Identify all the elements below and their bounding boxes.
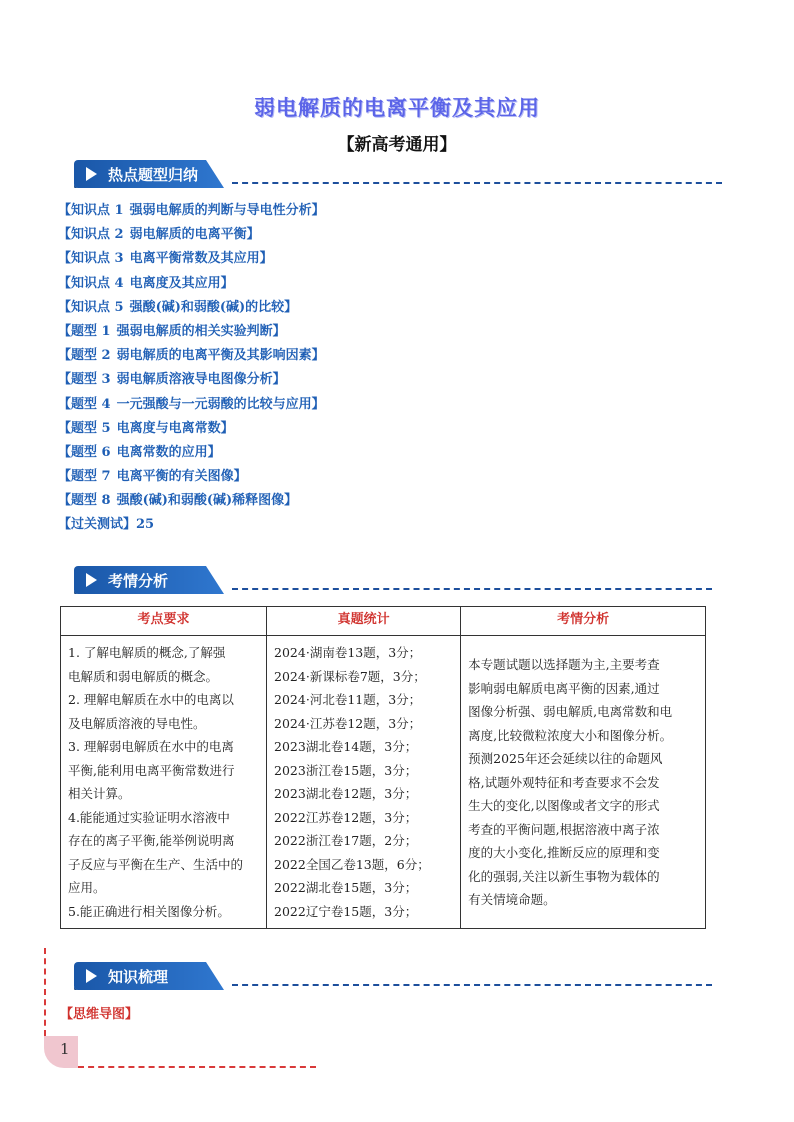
toc-item-text: 强弱电解质的相关实验判断】 xyxy=(116,323,286,339)
toc-item-text: 电离常数的应用】 xyxy=(116,444,221,460)
analysis-line: 预测2025年还会延续以往的命题风 xyxy=(468,751,663,766)
toc-item-label: 【题型 3 xyxy=(58,372,111,388)
toc-item[interactable] xyxy=(58,371,325,395)
statistic-line: 2024·江苏卷12题，3分； xyxy=(274,715,422,731)
statistic-line: 2024·河北卷11题，3分； xyxy=(274,692,422,707)
requirement-line: 及电解质溶液的导电性。 xyxy=(68,715,206,731)
table-of-contents xyxy=(58,202,325,541)
dashed-divider xyxy=(232,588,712,590)
page-subtitle: 【新高考通用】 xyxy=(337,135,457,155)
requirement-line: 应用。 xyxy=(68,880,106,895)
toc-item-label: 【知识点 5 xyxy=(58,299,124,315)
play-arrow-icon xyxy=(86,167,97,181)
requirement-line: 平衡,能利用电离平衡常数进行 xyxy=(68,762,235,778)
toc-item-text: 电离度与电离常数】 xyxy=(116,420,234,436)
toc-item-text: 强酸(碱)和弱酸(碱)的比较】 xyxy=(129,299,298,315)
toc-item[interactable] xyxy=(58,396,325,420)
dashed-divider xyxy=(232,182,722,184)
mind-map-label: 【思维导图】 xyxy=(60,1007,139,1022)
toc-item-text: 强酸(碱)和弱酸(碱)稀释图像】 xyxy=(116,493,298,509)
toc-item-text: 一元强酸与一元弱酸的比较与应用】 xyxy=(116,396,325,412)
toc-item[interactable] xyxy=(58,323,325,347)
margin-dashed-line xyxy=(44,948,46,1036)
analysis-line: 度的大小变化,推断反应的原理和变 xyxy=(468,845,660,860)
page-number: 1 xyxy=(60,1040,70,1058)
section-banner-knowledge xyxy=(74,962,724,992)
statistic-line: 2022湖北卷15题，3分； xyxy=(274,880,418,895)
toc-item-label: 【题型 7 xyxy=(58,469,111,485)
requirement-line: 4.能能通过实验证明水溶液中 xyxy=(68,809,230,825)
toc-item[interactable] xyxy=(58,444,325,468)
statistic-line: 2022江苏卷12题，3分； xyxy=(274,809,418,825)
toc-item-label: 【知识点 3 xyxy=(58,251,124,267)
play-arrow-icon xyxy=(86,969,97,983)
play-arrow-icon xyxy=(86,573,97,587)
toc-item-label: 【题型 5 xyxy=(58,420,111,436)
section-banner-hot-topics xyxy=(74,160,724,190)
exam-analysis-table xyxy=(60,606,706,929)
requirement-line: 存在的离子平衡,能举例说明离 xyxy=(68,833,235,848)
section-title: 热点题型归纳 xyxy=(108,166,199,184)
table-header-requirements: 考点要求 xyxy=(61,607,267,636)
requirement-line: 相关计算。 xyxy=(68,786,131,801)
toc-item-text: 弱电解质的电离平衡】 xyxy=(129,227,260,243)
toc-item-text: 电离度及其应用】 xyxy=(129,275,234,291)
toc-item-label: 【题型 8 xyxy=(58,493,111,509)
section-title: 考情分析 xyxy=(108,572,169,590)
statistics-cell xyxy=(267,636,461,929)
toc-item-label: 【知识点 2 xyxy=(58,227,124,243)
table-header-statistics: 真题统计 xyxy=(267,607,461,636)
requirement-line: 子反应与平衡在生产、生活中的 xyxy=(68,856,244,872)
toc-item-text: 弱电解质溶液导电图像分析】 xyxy=(116,372,286,388)
analysis-line: 有关情境命题。 xyxy=(468,892,556,907)
analysis-line: 生大的变化,以图像或者文字的形式 xyxy=(468,798,660,813)
toc-item-label: 【知识点 4 xyxy=(58,275,124,291)
toc-item-label: 【知识点 1 xyxy=(58,203,124,218)
statistic-line: 2023湖北卷14题，3分； xyxy=(274,739,418,754)
toc-item[interactable] xyxy=(58,492,325,516)
analysis-cell xyxy=(461,636,706,929)
toc-item-text: 电离平衡常数及其应用】 xyxy=(129,251,273,267)
toc-item-text: 电离平衡的有关图像】 xyxy=(116,469,247,485)
toc-item[interactable] xyxy=(58,420,325,444)
toc-item-label: 【题型 6 xyxy=(58,444,111,460)
section-title: 知识梳理 xyxy=(108,968,169,986)
statistic-line: 2023浙江卷15题，3分； xyxy=(274,762,418,778)
requirement-line: 3. 理解弱电解质在水中的电离 xyxy=(68,739,234,754)
toc-item[interactable] xyxy=(58,516,325,540)
analysis-line: 化的强弱,关注以新生事物为载体的 xyxy=(468,868,660,884)
requirement-line: 电解质和弱电解质的概念。 xyxy=(68,668,219,684)
requirement-line: 5.能正确进行相关图像分析。 xyxy=(68,903,230,919)
requirement-line: 2. 理解电解质在水中的电离以 xyxy=(68,692,234,707)
table-header-analysis: 考情分析 xyxy=(461,607,706,636)
toc-item-text: 弱电解质的电离平衡及其影响因素】 xyxy=(116,348,325,364)
toc-item[interactable] xyxy=(58,202,325,226)
section-banner-exam-analysis xyxy=(74,566,724,596)
requirement-line: 1. 了解电解质的概念,了解强 xyxy=(68,645,226,660)
toc-item[interactable] xyxy=(58,347,325,371)
statistic-line: 2022全国乙卷13题，6分； xyxy=(274,856,430,872)
analysis-line: 考查的平衡问题,根据溶液中离子浓 xyxy=(468,821,660,837)
statistic-line: 2024·新课标卷7题，3分； xyxy=(274,668,426,684)
requirements-cell xyxy=(61,636,267,929)
toc-item-text: 强弱电解质的判断与导电性分析】 xyxy=(129,203,325,218)
toc-item[interactable] xyxy=(58,250,325,274)
toc-item[interactable] xyxy=(58,226,325,250)
toc-item[interactable] xyxy=(58,299,325,323)
page-title: 弱电解质的电离平衡及其应用 xyxy=(254,96,540,120)
statistic-line: 2024·湖南卷13题，3分； xyxy=(274,645,422,660)
toc-item-label: 【题型 4 xyxy=(58,396,111,412)
toc-item-label: 【题型 2 xyxy=(58,348,111,364)
analysis-line: 离度,比较微粒浓度大小和图像分析。 xyxy=(468,727,673,743)
analysis-line: 图像分析强、弱电解质,电离常数和电 xyxy=(468,704,673,719)
toc-item[interactable] xyxy=(58,468,325,492)
toc-item-label: 【题型 1 xyxy=(58,323,111,339)
statistic-line: 2022辽宁卷15题，3分； xyxy=(274,903,418,919)
dashed-divider xyxy=(232,984,712,986)
toc-item[interactable] xyxy=(58,275,325,299)
analysis-line: 格,试题外观特征和考查要求不会发 xyxy=(468,774,660,790)
statistic-line: 2022浙江卷17题，2分； xyxy=(274,833,418,848)
statistic-line: 2023湖北卷12题，3分； xyxy=(274,786,418,801)
toc-item-label: 【过关测试】25 xyxy=(58,517,155,533)
footer-dashed-line xyxy=(78,1066,316,1068)
analysis-line: 影响弱电解质电离平衡的因素,通过 xyxy=(468,680,660,696)
analysis-line: 本专题试题以选择题为主,主要考查 xyxy=(468,657,660,672)
